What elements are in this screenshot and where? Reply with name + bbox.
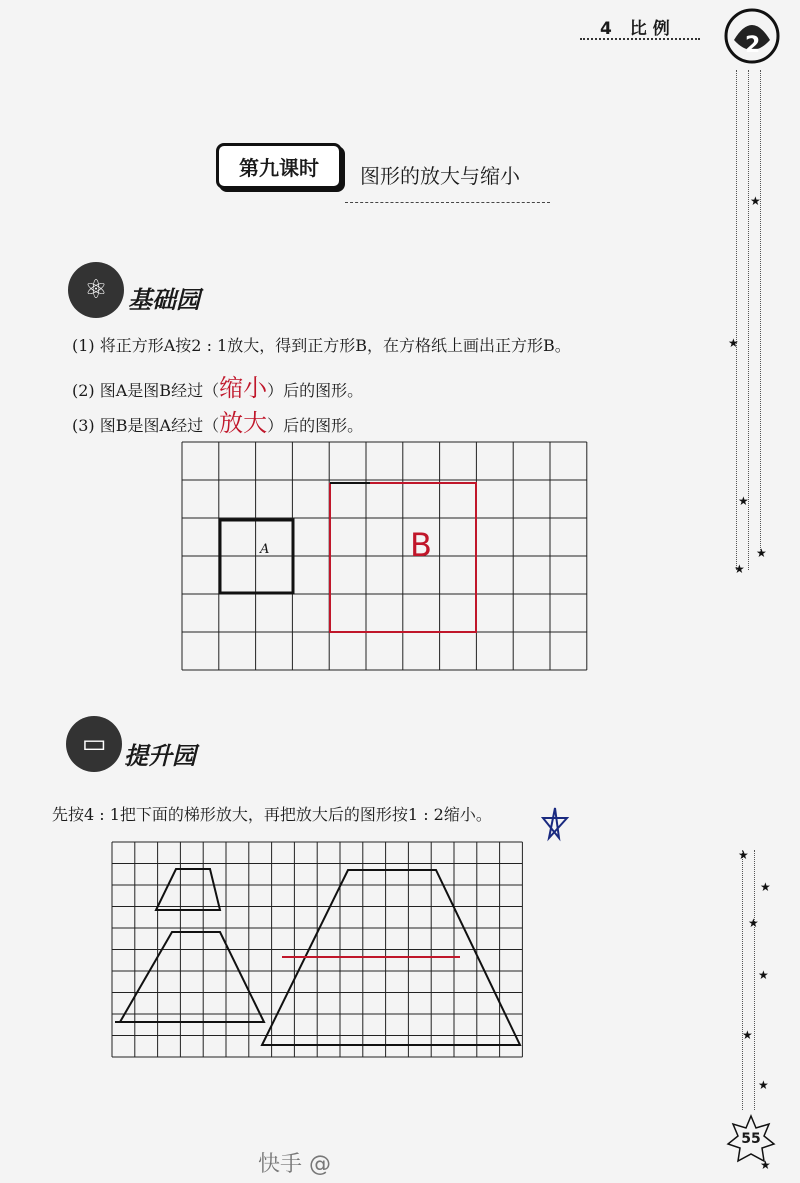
square-b-label: B: [410, 526, 432, 564]
question-3-suffix: ）后的图形。: [267, 416, 364, 435]
watermark: 快手 @: [258, 1152, 331, 1177]
trapezoid-grid: [110, 840, 550, 1100]
section-label-advanced: 提升园: [124, 742, 196, 770]
star-icon: ★: [758, 1078, 769, 1092]
star-icon: ★: [734, 562, 745, 576]
question-2-suffix: ）后的图形。: [267, 381, 364, 400]
page-number: 55: [741, 1131, 761, 1147]
star-icon: ★: [738, 494, 749, 508]
square-grid: [180, 440, 590, 676]
star-icon: ★: [758, 968, 769, 982]
star-icon: ★: [760, 1158, 771, 1172]
instruction-text: 先按4 : 1把下面的梯形放大，再把放大后的图形按1 : 2缩小。: [52, 805, 492, 824]
question-2-answer: 缩小: [219, 374, 268, 402]
side-decoration-line: [754, 850, 755, 1110]
lesson-title: 图形的放大与缩小: [360, 164, 520, 188]
section-label-basic: 基础园: [128, 286, 200, 314]
lesson-badge: 第九课时: [216, 143, 342, 189]
star-icon: ★: [756, 546, 767, 560]
question-1: (1) 将正方形A按2 : 1放大，得到正方形B，在方格纸上画出正方形B。: [72, 336, 571, 355]
star-icon: ★: [728, 336, 739, 350]
question-3-answer: 放大: [219, 409, 268, 437]
question-2-prefix: (2) 图A是图B经过（: [72, 381, 220, 400]
question-3-prefix: (3) 图B是图A经过（: [72, 416, 220, 435]
half-size-trapezoid: [120, 932, 264, 1022]
svg-text:2: 2: [745, 33, 761, 58]
header-divider: [580, 38, 700, 40]
star-icon: ★: [742, 1028, 753, 1042]
side-decoration-line: [742, 850, 743, 1110]
side-decoration-line: [760, 70, 761, 550]
square-a-label: A: [260, 542, 270, 557]
hand-drawn-star-icon: [540, 806, 570, 842]
question-3: [72, 403, 363, 438]
header-mascot-icon: [712, 0, 792, 70]
title-underline: [345, 202, 550, 203]
question-2: [72, 368, 363, 403]
star-icon: ★: [738, 848, 749, 862]
star-icon: ★: [748, 916, 759, 930]
star-icon: ★: [760, 880, 771, 894]
side-decoration-line: [736, 70, 737, 570]
chapter-header: 4 比例: [600, 19, 676, 39]
star-icon: ★: [750, 194, 761, 208]
atom-icon: ⚛: [68, 262, 124, 318]
small-trapezoid: [156, 869, 220, 910]
computer-icon: ▭: [66, 716, 122, 772]
